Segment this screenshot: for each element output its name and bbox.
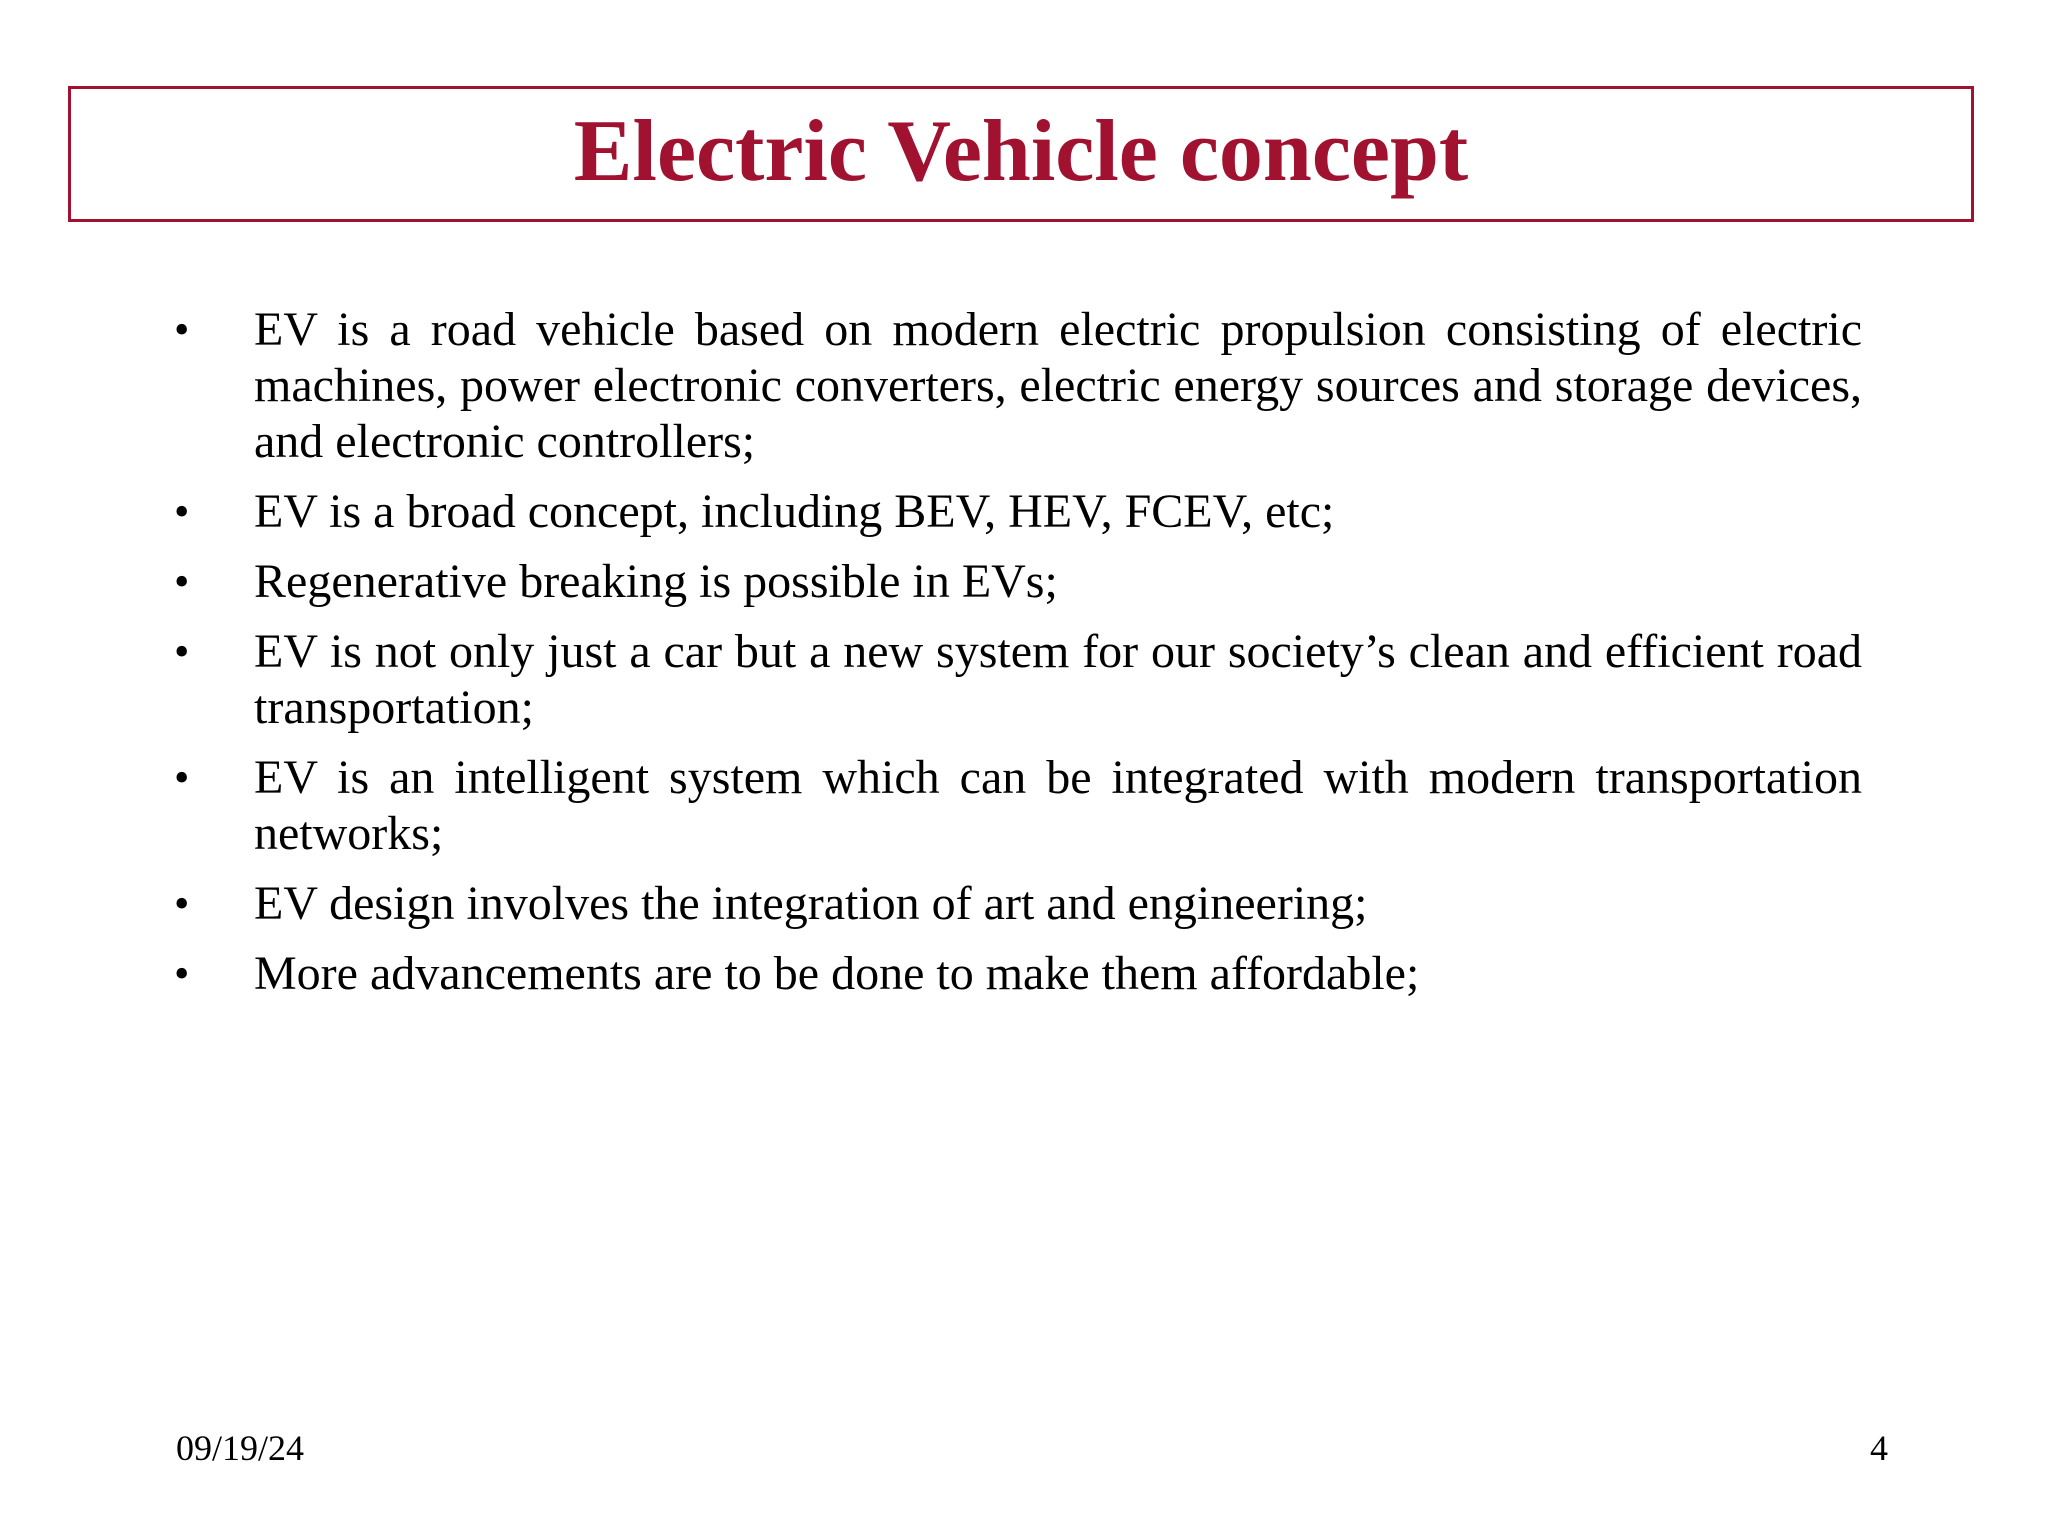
bullet-icon: • — [174, 487, 190, 536]
bullet-text: EV is not only just a car but a new system for our society’s clean and efficient road transportation; — [254, 625, 1862, 734]
bullet-item — [174, 750, 1862, 862]
bullet-item — [174, 302, 1862, 470]
bullet-text: More advancements are to be done to make them affordable; — [254, 947, 1420, 1000]
bullet-item — [174, 876, 1862, 932]
bullet-icon: • — [174, 949, 190, 998]
bullet-text: EV is a broad concept, including BEV, HEV, FCEV, etc; — [254, 485, 1335, 538]
bullet-text: EV is a road vehicle based on modern electric propulsion consisting of electric machines, power electronic converters, electric energy sources and storage devices, and electronic controllers; — [254, 303, 1862, 468]
bullet-icon: • — [174, 627, 190, 676]
bullet-item — [174, 946, 1862, 1002]
bullet-text: EV is an intelligent system which can be integrated with modern transportation networks; — [254, 751, 1862, 860]
bullet-icon: • — [174, 305, 190, 354]
bullet-item — [174, 554, 1862, 610]
bullet-icon: • — [174, 557, 190, 606]
bullet-item — [174, 624, 1862, 736]
bullet-icon: • — [174, 879, 190, 928]
bullet-text: Regenerative breaking is possible in EVs; — [254, 555, 1058, 608]
bullet-list — [174, 302, 1862, 1016]
title-box — [68, 86, 1974, 222]
footer-date: 09/19/24 — [176, 1428, 305, 1468]
slide-title: Electric Vehicle concept — [573, 103, 1469, 200]
page-number: 4 — [1870, 1428, 1888, 1468]
bullet-icon: • — [174, 753, 190, 802]
bullet-text: EV design involves the integration of art and engineering; — [254, 877, 1368, 930]
bullet-item — [174, 484, 1862, 540]
